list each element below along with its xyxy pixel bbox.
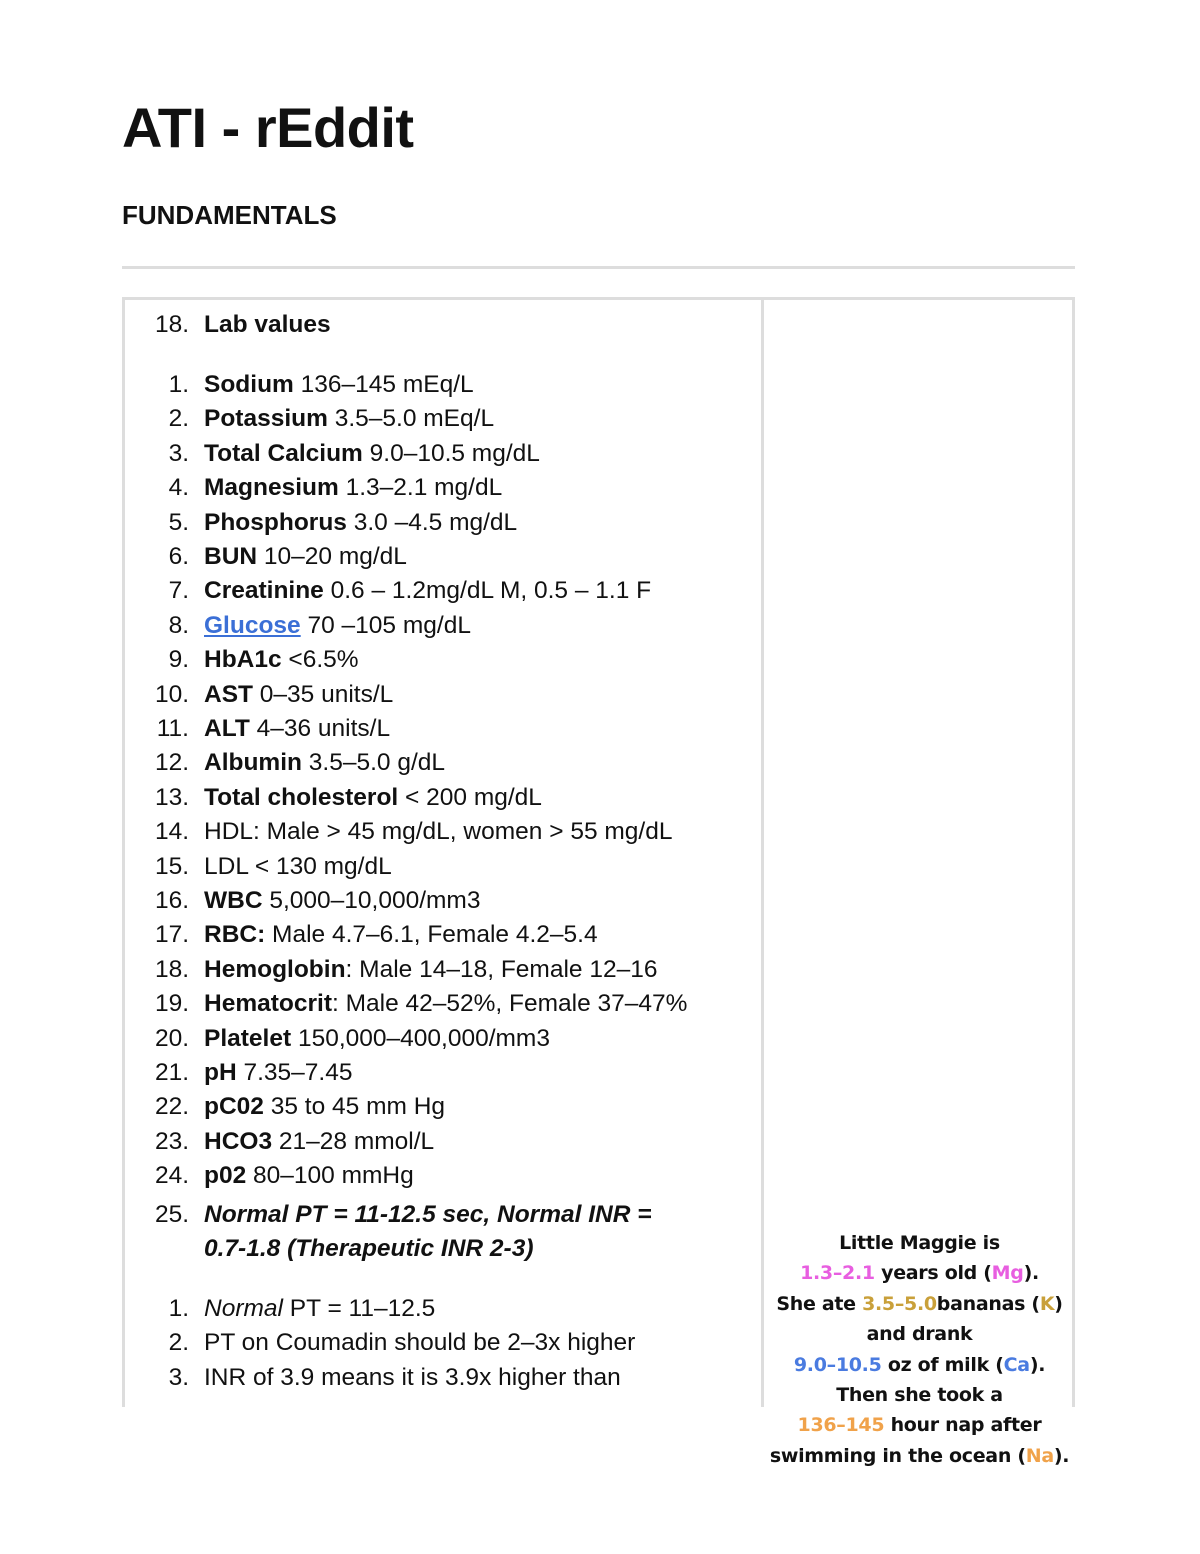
- lab-name: HbA1c: [204, 646, 282, 674]
- lab-name: pC02: [204, 1093, 264, 1121]
- list-number: 14.: [154, 818, 189, 846]
- lab-range: 150,000–400,000/mm3: [291, 1024, 550, 1052]
- mnemonic-column: [764, 300, 1075, 1467]
- lab-name: Magnesium: [204, 474, 339, 502]
- lab-name: Total cholesterol: [204, 783, 399, 811]
- lab-name: Phosphorus: [204, 508, 347, 536]
- lab-range: LDL < 130 mg/dL: [204, 852, 392, 880]
- list-number: 21.: [154, 1059, 189, 1086]
- content-table: 18. Lab values 1. Sodium 136–145 mEq/L 2. Potassium 3.5–5.0 mEq/L 3. Total Calcium 9.0–10.5 mg/dL 4. Magnesium 1.3–2.1 mg/dL 5. Phosphorus 3.0 –4.5 mg/dL 6. BUN 10–20 mg/dL 7. Creatinine 0.6 – 1.2mg/dL M, 0.5 – 1.1 F 8. Glucose 70 –105 mg/dL 9. HbA1c <6.5% 10. AST 0–35 units/L 11. ALT 4–36 units/L 12. Albumin 3.5–5.0 g/dL 13. Total cholesterol < 200 mg/dL 14. HDL: Male > 45 mg/dL, women > 55 mg/dL 15. LDL < 130 mg/dL 16. WBC 5,000–10,000/mm3 17. RBC: Male 4.7–6.1, Female 4.2–5.4 18. Hemoglobin: Male 14–18, Female 12–16 19. Hematocrit: Male 42–52%, Female 37–47% 20. Platelet 150,000–400,000/mm3 21. pH 7.35–7.45 22. pC02 35 to 45 mm Hg 23. HCO3 21–28 mmol/L 24. p02 80–100 mmHg 25. Normal PT = 11-12.5 sec, Normal INR = 0.7-1.8 (Therapeutic INR 2-3) 1. Normal PT = 11–12.5 2. PT on Coumadin should be 2–3x higher 3. INR of 3.9 means it is 3.9x higher than Little Maggie is 1.3–2.1 years old (Mg). She ate 3.5–5.0bananas (K) and drank 9.0–10.5 oz of milk (Ca). Then she took a 136–145 hour nap after swimming in the ocean (Na).: [122, 297, 1075, 1407]
- lab-name: Platelet: [204, 1024, 292, 1052]
- lab-name: WBC: [204, 887, 263, 914]
- lab-range: 10–20 mg/dL: [257, 543, 407, 570]
- lab-name: HCO3: [204, 1127, 273, 1155]
- list-number: 6.: [168, 543, 189, 570]
- lab-range: 21–28 mmol/L: [272, 1127, 435, 1155]
- list-number: 15.: [154, 852, 189, 880]
- lab-range: 0–35 units/L: [253, 680, 394, 708]
- mnemonic-text: Little Maggie is 1.3–2.1 years old (Mg). She ate 3.5–5.0bananas (K) and drank 9.0–10.5 oz of milk (Ca). Then she took a 136–145 hour nap after swimming in the ocean (Na).: [769, 1232, 1070, 1467]
- lab-range: 4–36 units/L: [249, 715, 391, 742]
- lab-range: 3.5–5.0 g/dL: [302, 749, 446, 777]
- lab-range: HDL: Male > 45 mg/dL, women > 55 mg/dL: [204, 818, 673, 846]
- lab-name: Potassium: [204, 405, 328, 433]
- list-number: 3.: [168, 439, 189, 467]
- lab-name: Sodium: [204, 371, 294, 398]
- lab-name: BUN: [204, 543, 258, 570]
- lab-range: 9.0–10.5 mg/dL: [362, 439, 540, 467]
- lab-range: Male 4.7–6.1, Female 4.2–5.4: [265, 921, 598, 949]
- lab-name: Hemoglobin: [204, 955, 346, 983]
- list-number: 5.: [168, 508, 189, 536]
- list-number: 12.: [154, 749, 189, 777]
- lab-range: 1.3–2.1 mg/dL: [338, 474, 503, 502]
- lab-range: 3.5–5.0 mEq/L: [327, 405, 495, 433]
- lab-range: 5,000–10,000/mm3: [262, 887, 481, 914]
- lab-range: : Male 42–52%, Female 37–47%: [331, 990, 688, 1018]
- list-number: 11.: [156, 715, 189, 742]
- list-number: 20.: [154, 1024, 189, 1052]
- list-number: 24.: [154, 1162, 189, 1190]
- lab-name: ALT: [204, 715, 250, 742]
- list-number: 9.: [168, 646, 189, 674]
- lab-range: 136–145 mEq/L: [293, 371, 474, 398]
- lab-range: <6.5%: [281, 646, 359, 674]
- lab-name: Albumin: [204, 749, 302, 777]
- list-number: 13.: [154, 783, 189, 811]
- list-number: 22.: [154, 1093, 189, 1121]
- list-number: 16.: [154, 887, 189, 914]
- lab-name: AST: [204, 680, 253, 708]
- lab-name: Creatinine: [204, 577, 324, 605]
- page-title: ATI - rEddit: [122, 96, 414, 159]
- glucose-link[interactable]: Glucose: [204, 611, 301, 639]
- list-number: 4.: [168, 474, 189, 502]
- section-heading: FUNDAMENTALS: [122, 200, 337, 230]
- lab-range: 35 to 45 mm Hg: [263, 1093, 446, 1121]
- lab-range: 3.0 –4.5 mg/dL: [346, 508, 518, 536]
- list-number: 18.: [154, 955, 189, 983]
- list-number: 8.: [168, 611, 189, 639]
- lab-name: Total Calcium: [204, 439, 363, 467]
- list-number: 19.: [154, 990, 189, 1018]
- list-number: 23.: [154, 1127, 189, 1155]
- list-number: 17.: [154, 921, 189, 949]
- lab-name: pH: [204, 1059, 237, 1086]
- horizontal-rule: [122, 266, 1075, 269]
- lab-range: 7.35–7.45: [236, 1059, 353, 1086]
- lab-name: Hematocrit: [204, 990, 332, 1018]
- lab-name: RBC:: [204, 921, 266, 949]
- lab-range: 0.6 – 1.2mg/dL M, 0.5 – 1.1 F: [323, 577, 652, 605]
- lab-range: : Male 14–18, Female 12–16: [345, 955, 658, 983]
- lab-range: < 200 mg/dL: [398, 783, 542, 811]
- list-number: 7.: [168, 577, 189, 605]
- list-number: 10.: [154, 680, 189, 708]
- lab-range: 70 –105 mg/dL: [300, 611, 471, 639]
- lab-name: p02: [204, 1162, 247, 1190]
- list-number: 1.: [168, 371, 189, 398]
- list-number: 2.: [168, 405, 189, 433]
- lab-range: 80–100 mmHg: [246, 1162, 414, 1190]
